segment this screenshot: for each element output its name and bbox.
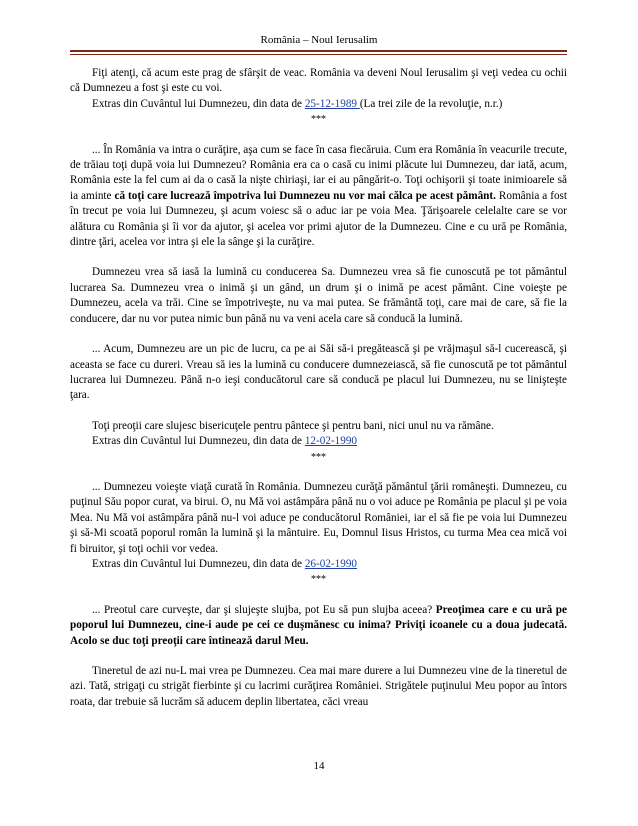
running-header: România – Noul Ierusalim xyxy=(260,34,378,46)
page-body xyxy=(70,66,567,710)
bold-emphasis: că toţi care lucrează împotriva lui Dumnezeu nu vor mai călca pe acest pământ. xyxy=(114,189,496,202)
date-link[interactable]: 26-02-1990 xyxy=(304,557,358,570)
section-separator: *** xyxy=(311,114,326,126)
section-separator: *** xyxy=(311,574,326,586)
header-rule-thick xyxy=(70,50,567,52)
source-line: Extras din Cuvântul lui Dumnezeu, din data de 26-02-1990 xyxy=(92,557,358,570)
bold-emphasis: Preoţimea care e cu ură pe poporul lui Dumnezeu, cine-i aude pe cei ce duşmănesc cu inima? Priviţi icoanele cu a doua judecată. Acolo se duc toţi preoţii care întinează darul Meu. xyxy=(70,603,567,647)
source-line: Extras din Cuvântul lui Dumnezeu, din data de 25-12-1989 (La trei zile de la revoluţie, n.r.) xyxy=(92,97,503,110)
paragraph: Dumnezeu vrea să iasă la lumină cu conducerea Sa. Dumnezeu vrea să fie cunoscută pe tot pământul lucrarea Sa. Dumnezeu vrea o inimă şi un gând, un drum şi o inimă pe acest pământ. Cine voieşte pe Dumnezeu, acela va trăi. Cine se împotriveşte, nu va mai putea. Se frământă toţi, care mai de care, să fie la conducere, dar nu vor putea nimic bun până nu va veni acela care să conducă la lumină. xyxy=(70,266,567,325)
paragraph: ... Preotul care curveşte, dar şi slujeşte slujba, pot Eu să pun slujba aceea? Preoţimea care e cu ură pe poporul lui Dumnezeu, cine-i aude pe cei ce duşmănesc cu inima? Priviţi icoanele cu a doua judecată. Acolo se duc toţi preoţii care întinează darul Meu. xyxy=(70,603,567,647)
date-link[interactable]: 25-12-1989 xyxy=(304,97,360,110)
page-number: 14 xyxy=(313,760,325,772)
section-separator: *** xyxy=(311,451,326,463)
header-rule-thin xyxy=(70,54,567,55)
date-link[interactable]: 12-02-1990 xyxy=(304,435,358,448)
source-line: Extras din Cuvântul lui Dumnezeu, din data de 12-02-1990 xyxy=(92,435,358,448)
paragraph: ... În România va intra o curăţire, aşa cum se face în casa fiecăruia. Cum era România în veacurile trecute, de trăiau toţi după voia lui Dumnezeu? România era ca o casă cu inimi plăcute lui Dumnezeu, dar iată, acum, România este la fel cum ai da o casă la nişte chiriaşi, iar ei au pângărit-o. Toţi ochişorii şi toate inimioarele să ia aminte că toţi care lucrează împotriva lui Dumnezeu nu vor mai călca pe acest pământ. România a fost în trecut pe voia lui Dumnezeu, şi acum voiesc să o aduc iar pe voia Mea. Ţărişoarele celelalte care se vor alătura cu România şi îi vor da ajutor, şi acelea vor primi ajutor de la Dumnezeu. Cine e cu ură pe România, dintre ţări, acelea vor intra şi ele la sânge şi la curăţire. xyxy=(70,143,567,249)
paragraph: ... Acum, Dumnezeu are un pic de lucru, ca pe ai Săi să-i pregătească şi pe vrăjmaşul să-l cucerească, şi aceasta se face cu dureri. Vreau să ies la lumină cu conducere dumnezeiască, să fie cunoscută pe tot pământul lucrarea lui Dumnezeu. Până n-o ieşi conducătorul care să conducă pe placul lui Dumnezeu, nu se linişteşte ţara. xyxy=(70,343,567,402)
paragraph: Toţi preoţii care slujesc bisericuţele pentru pântece şi pentru bani, nici unul nu va rămâne. xyxy=(92,419,494,432)
paragraph: Fiţi atenţi, că acum este prag de sfârşit de veac. România va deveni Noul Ierusalim şi veţi vedea cu ochii că Dumnezeu a fost şi este cu voi. xyxy=(70,67,567,95)
paragraph: Tineretul de azi nu-L mai vrea pe Dumnezeu. Cea mai mare durere a lui Dumnezeu vine de la tineretul de azi. Tată, strigaţi cu strigăt fierbinte şi cu lacrimi curăţirea României. Strigătele puţinului Meu popor au întors roata, dar trebuie să lucrăm să aducem deplin libertatea, căci vreau xyxy=(70,665,567,708)
paragraph: ... Dumnezeu voieşte viaţă curată în România. Dumnezeu curăţă pământul ţării româneşti. Dumnezeu, cu puţinul Său popor curat, va birui. O, nu Mă voi astâmpăra până nu o voi aduce pe România pe placul şi pe voia Mea. Nu Mă voi astâmpăra până nu-l voi aduce pe conducătorul României, iar el să fie pe voia lui Dumnezeu şi să-Mi scoată poporul român la lumină şi la mântuire. Eu, Domnul Iisus Hristos, cu turma Mea cea mică voi fi biruitor, şi toţi ochii vor vedea. xyxy=(70,480,567,555)
